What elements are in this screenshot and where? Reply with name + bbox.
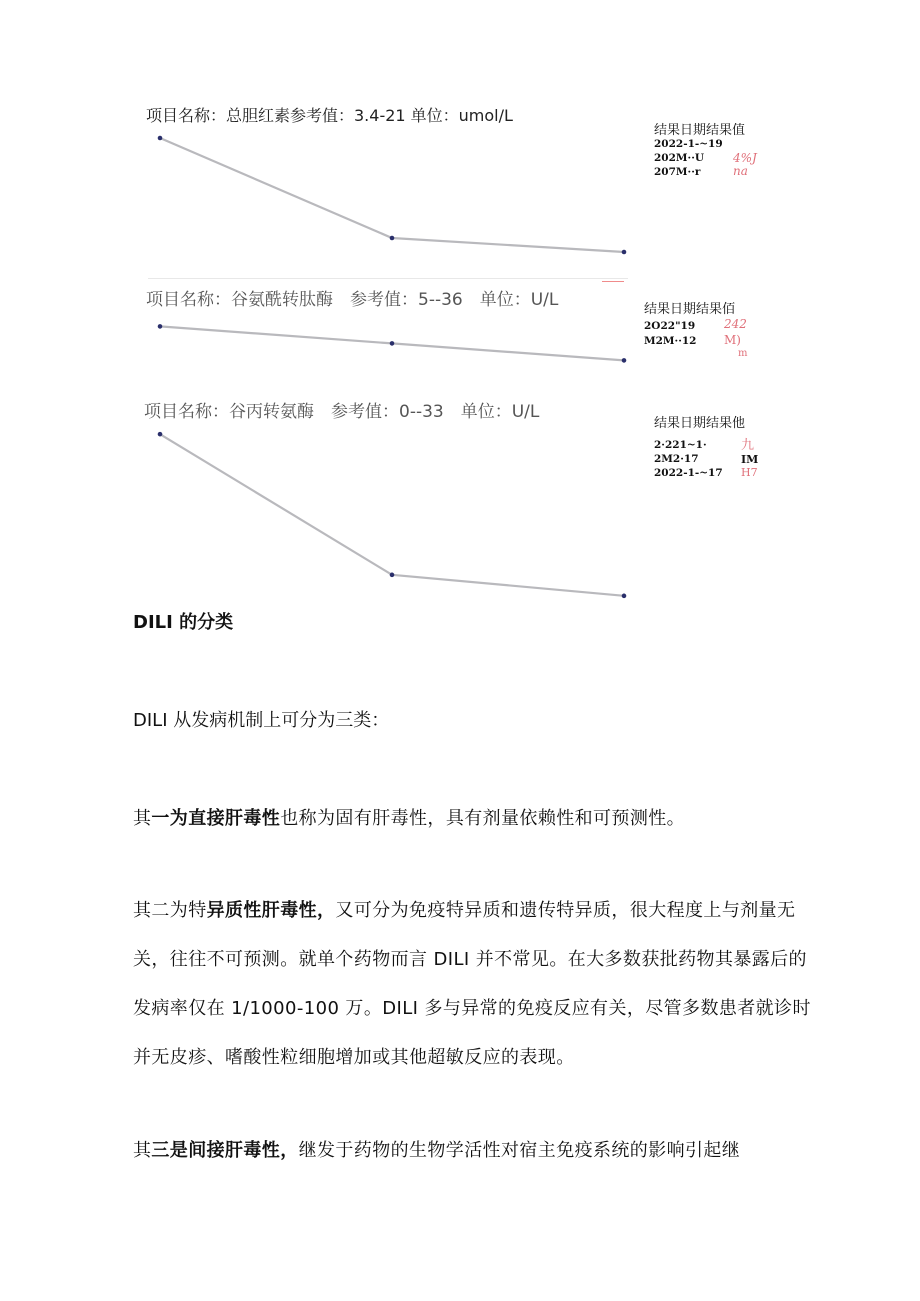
legend-value: 242 bbox=[724, 317, 747, 331]
para-text: 又可分为免疫特异质和遗传特异质，很大程度上与剂量无关，往往不可预测。就单个药物而言 DILI 并不常见。在大多数获批药物其暴露后的发病率仅在 1/1000-100 万。DILI 多与异常的免疫反应有关，尽管多数患者就诊时并无皮疹、嗜酸性粒细胞增加或其他超敏反应的表现。 bbox=[133, 900, 811, 1068]
paragraph-direct-toxicity bbox=[133, 794, 813, 843]
legend-header: 结果日期结果佰 bbox=[644, 302, 736, 317]
series-line bbox=[160, 138, 624, 252]
data-point bbox=[390, 236, 395, 241]
para-bold: 一为直接肝毒性 bbox=[151, 808, 281, 829]
legend-value: H7 bbox=[741, 466, 758, 479]
series-line bbox=[160, 434, 624, 596]
legend-date: 202M··U bbox=[654, 152, 705, 164]
intro-text: DILI 从发病机制上可分为三类： bbox=[133, 710, 390, 731]
data-point bbox=[158, 136, 163, 141]
data-point bbox=[622, 594, 627, 599]
paragraph-idiosyncratic-toxicity bbox=[133, 886, 813, 1082]
data-point bbox=[622, 250, 627, 255]
data-point bbox=[158, 324, 163, 329]
legend-header: 结果日期结果值 bbox=[654, 123, 746, 138]
legend-header: 结果日期结果他 bbox=[654, 416, 746, 431]
chart-title-alt: 项目名称：谷丙转氨酶 参考值：0--33 单位：U/L bbox=[144, 402, 540, 422]
data-point bbox=[390, 341, 395, 346]
para-text: 也称为固有肝毒性，具有剂量依赖性和可预测性。 bbox=[280, 808, 686, 829]
para-text: 其二为特 bbox=[133, 900, 207, 921]
para-text: 其 bbox=[133, 1140, 152, 1161]
legend-value: M) bbox=[724, 333, 741, 347]
data-point bbox=[622, 358, 627, 363]
data-point bbox=[158, 432, 163, 437]
legend-date: 2022-1-~19 bbox=[654, 138, 723, 150]
trend-charts bbox=[0, 0, 920, 620]
legend-value: IM bbox=[741, 453, 759, 466]
para-text: 其 bbox=[133, 808, 152, 829]
legend-value: 九 bbox=[741, 438, 755, 453]
legend-date: 207M··r bbox=[654, 166, 701, 178]
legend-date: 2O22"19 bbox=[644, 320, 696, 332]
chart-title-bilirubin: 项目名称：总胆红素参考值：3.4-21 单位：umol/L bbox=[146, 106, 513, 125]
legend-value: m bbox=[738, 348, 748, 359]
chart-title-ggt: 项目名称：谷氨酰转肽酶 参考值：5--36 单位：U/L bbox=[146, 290, 559, 310]
para-bold: 三是间接肝毒性， bbox=[151, 1140, 299, 1161]
legend-date: 2022-1-~17 bbox=[654, 467, 723, 479]
legend-date: 2M2·17 bbox=[654, 453, 699, 465]
legend-value: na bbox=[733, 164, 748, 178]
legend-date: M2M··12 bbox=[644, 335, 697, 347]
legend-value: 4%J bbox=[733, 151, 757, 165]
data-point bbox=[390, 573, 395, 578]
legend-date: 2·221~1· bbox=[654, 439, 707, 451]
section-heading: DILI 的分类 bbox=[133, 612, 234, 633]
paragraph-indirect-toxicity bbox=[133, 1126, 813, 1175]
para-bold: 异质性肝毒性， bbox=[206, 900, 336, 921]
para-text: 继发于药物的生物学活性对宿主免疫系统的影响引起继 bbox=[298, 1140, 741, 1161]
